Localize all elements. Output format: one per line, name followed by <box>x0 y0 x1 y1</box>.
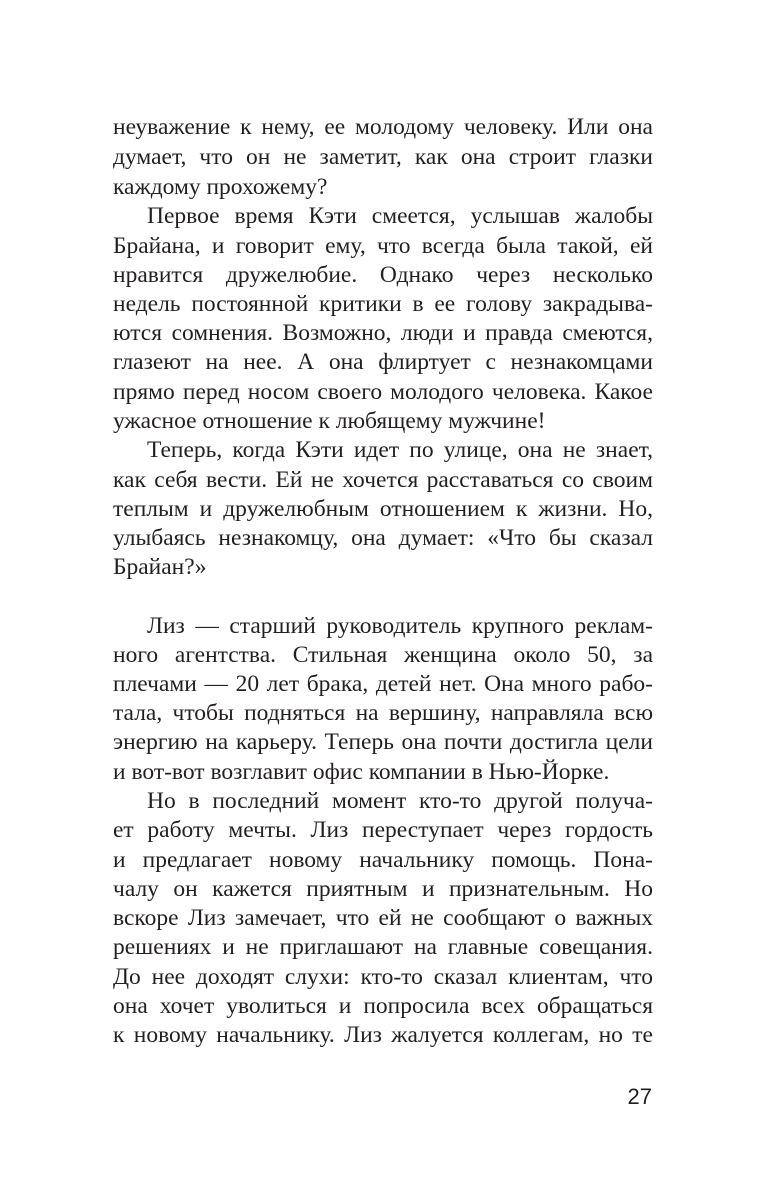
text-line-28: решениях и не приглашают на главные совещания. <box>113 934 653 960</box>
text-line-17: Лиз — старший руководитель крупного реклам- <box>147 613 653 639</box>
text-line-11: ужасное отношение к любящему мужчине! <box>113 408 546 434</box>
text-line-5: Брайана, и говорит ему, что всегда была такой, ей <box>113 233 653 259</box>
text-line-1: неуважение к нему, ее молодому человеку. Или она <box>113 114 653 140</box>
text-line-6: нравится дружелюбие. Однако через несколько <box>113 262 653 288</box>
text-line-21: энергию на карьеру. Теперь она почти достигла цели <box>113 729 653 755</box>
text-line-20: тала, чтобы подняться на вершину, направляла всю <box>113 700 653 726</box>
text-line-14: теплым и дружелюбным отношением к жизни. Но, <box>113 496 653 522</box>
text-line-25: и предлагает новому начальнику помощь. Пона- <box>113 847 653 873</box>
page-number: 27 <box>627 1084 652 1109</box>
text-line-31: к новому начальнику. Лиз жалуется коллегам, но те <box>113 1022 653 1048</box>
text-line-9: глазеют на нее. А она флиртует с незнакомцами <box>113 349 653 375</box>
text-line-27: вскоре Лиз замечает, что ей не сообщают о важных <box>113 905 653 931</box>
text-line-30: она хочет уволиться и попросила всех обращаться <box>113 993 653 1019</box>
text-line-26: чалу он кажется приятным и признательным. Но <box>113 876 653 902</box>
text-line-22: и вот-вот возглавит офис компании в Нью-Йорке. <box>113 759 610 785</box>
text-line-4: Первое время Кэти смеется, услышав жалобы <box>147 203 653 229</box>
text-line-23: Но в последний момент кто-то другой получа- <box>147 788 653 814</box>
text-line-16: Брайан?» <box>113 554 207 580</box>
text-line-19: плечами — 20 лет брака, детей нет. Она много рабо- <box>113 671 653 697</box>
text-line-15: улыбаясь незнакомцу, она думает: «Что бы сказал <box>113 525 653 551</box>
text-line-18: ного агентства. Стильная женщина около 50, за <box>113 642 653 668</box>
text-line-10: прямо перед носом своего молодого человека. Какое <box>113 379 653 405</box>
text-line-7: недель постоянной критики в ее голову закрадыва- <box>113 291 653 317</box>
text-line-12: Теперь, когда Кэти идет по улице, она не знает, <box>147 437 653 463</box>
text-line-24: ет работу мечты. Лиз переступает через гордость <box>113 817 653 843</box>
text-line-8: ются сомнения. Возможно, люди и правда смеются, <box>113 320 653 346</box>
text-line-29: До нее доходят слухи: кто-то сказал клиентам, что <box>113 964 653 990</box>
text-line-3: каждому прохожему? <box>113 174 328 200</box>
text-line-13: как себя вести. Ей не хочется расставаться со своим <box>113 467 653 493</box>
text-line-2: думает, что он не заметит, как она строит глазки <box>113 144 653 170</box>
